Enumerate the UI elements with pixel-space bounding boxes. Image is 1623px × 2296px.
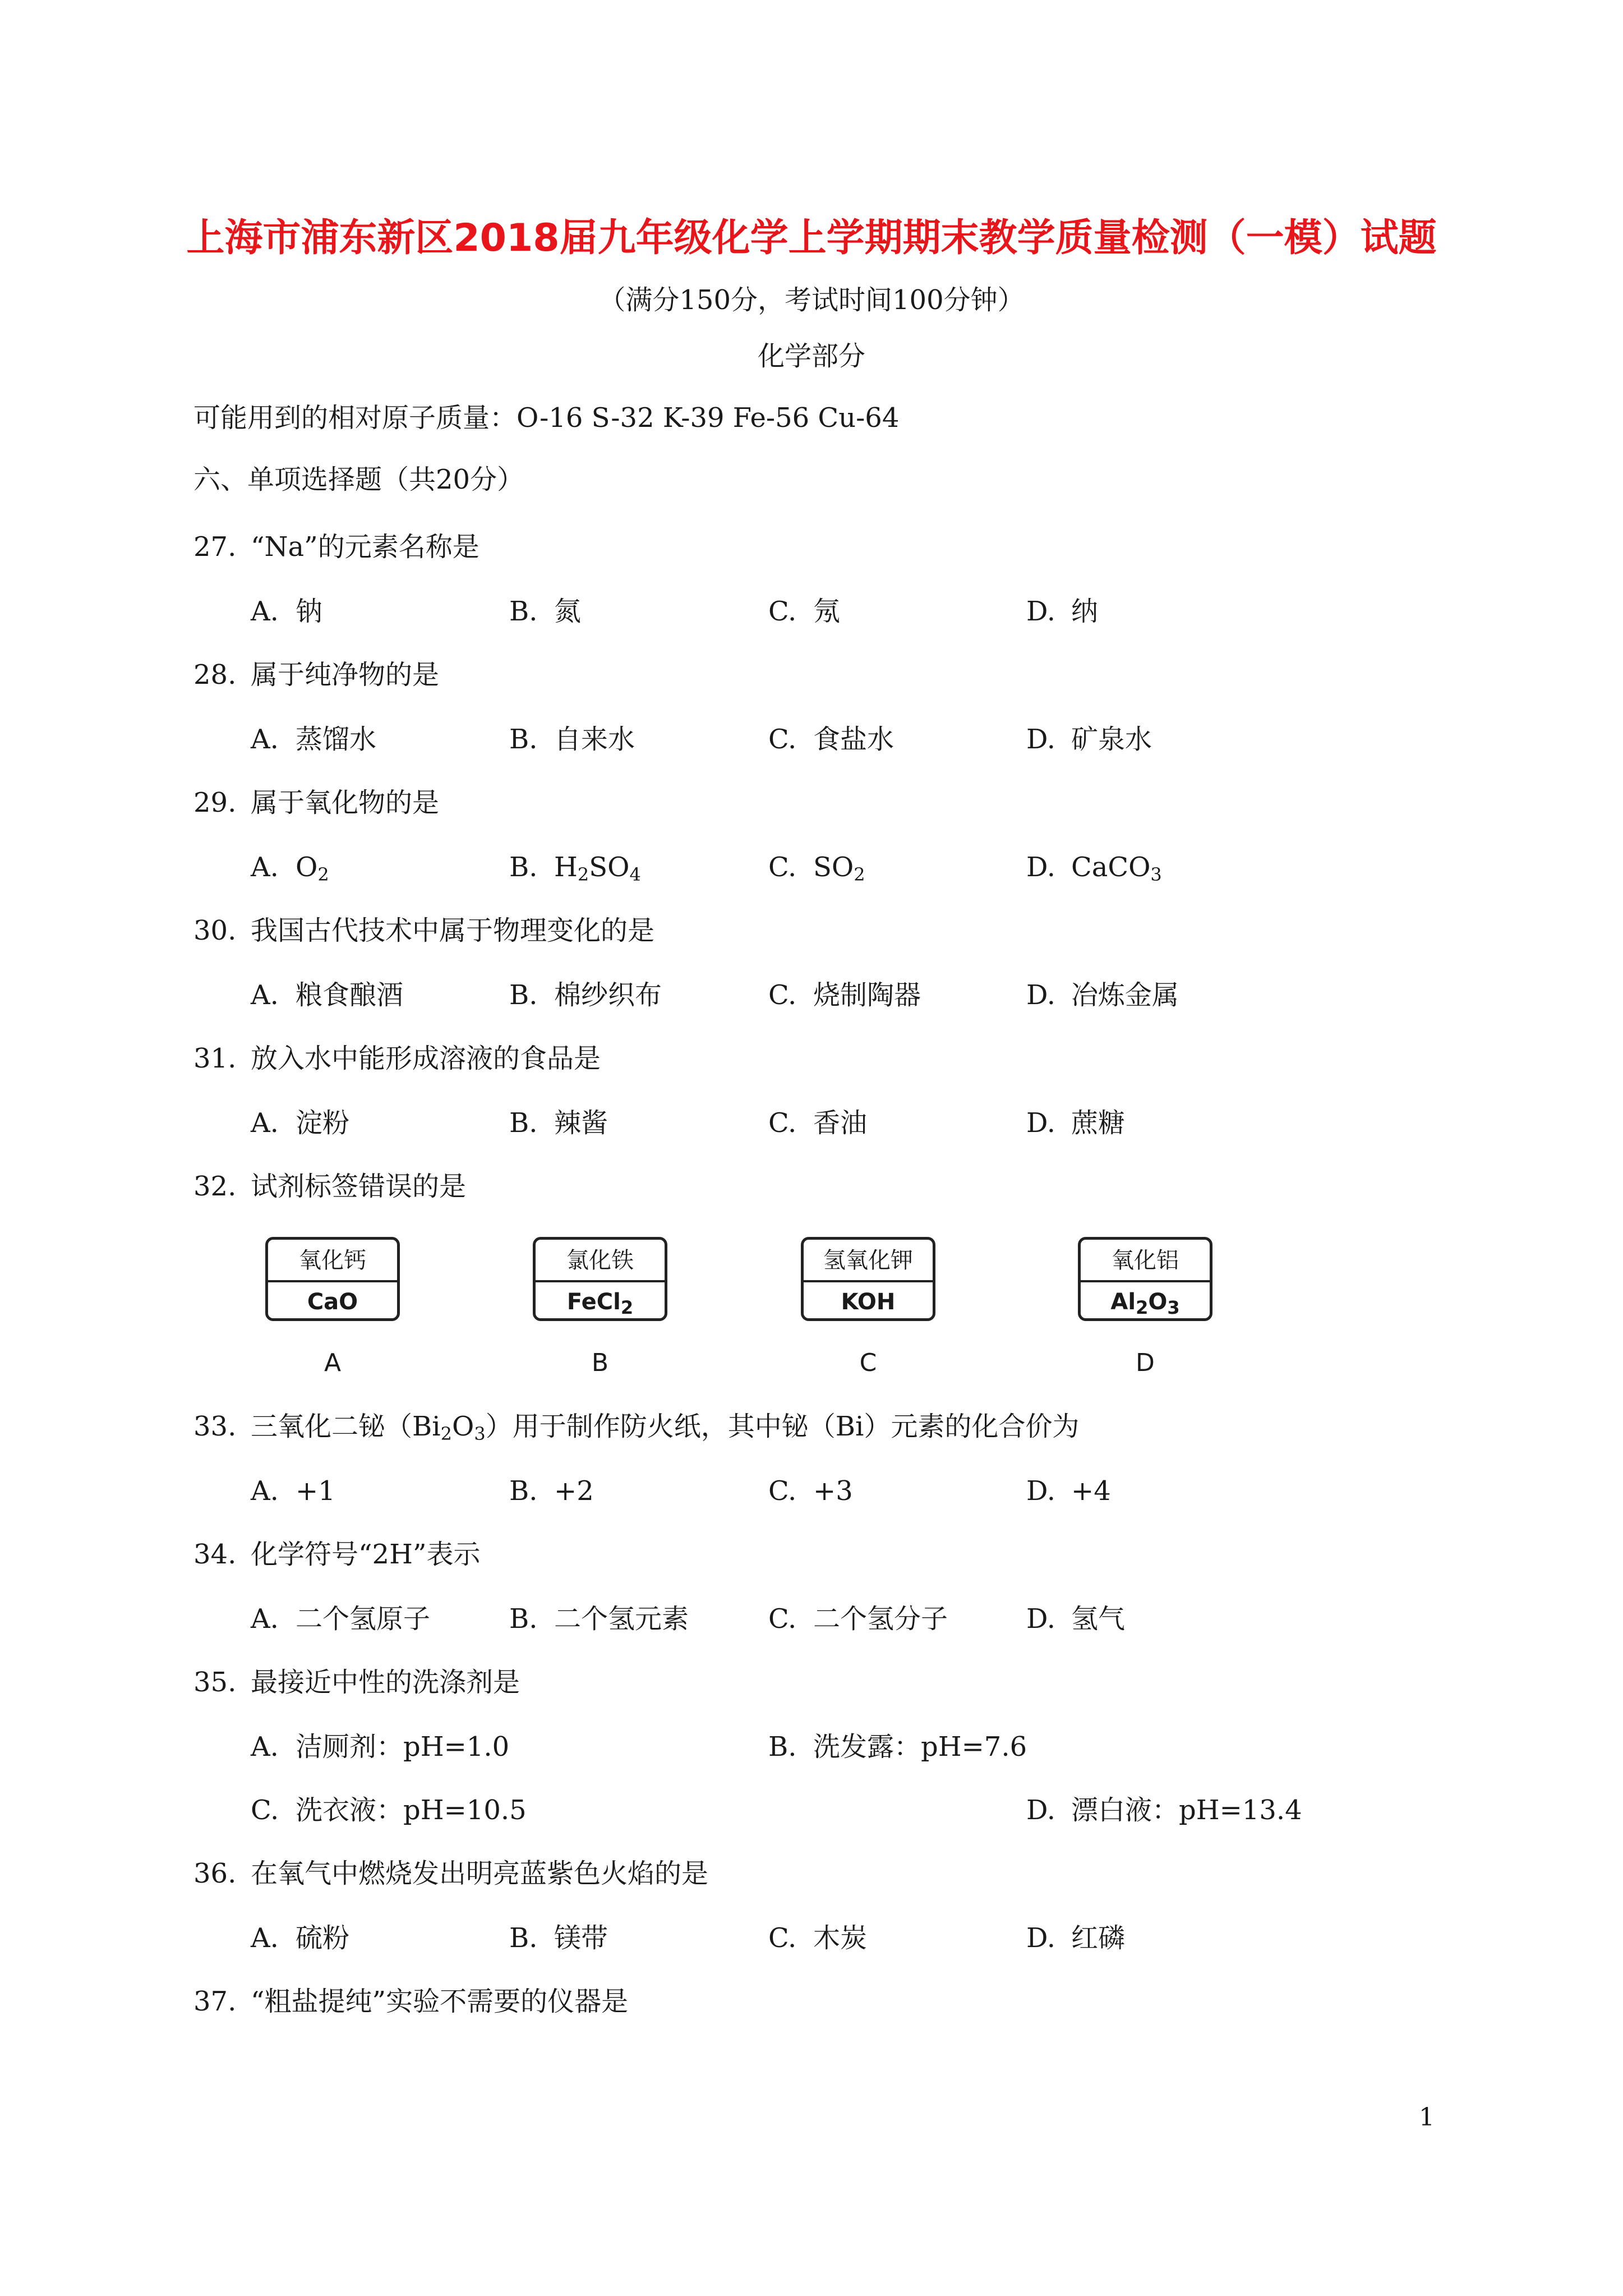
- option-c: C. $SO_2$: [768, 852, 865, 885]
- exam-info: （满分150分，考试时间100分钟）: [598, 284, 1025, 316]
- page-title: 上海市浦东新区2018届九年级化学上学期期末教学质量检测（一模）试题: [186, 216, 1437, 260]
- question-stem: 属于纯净物的是: [251, 659, 440, 691]
- question-number: 34.: [193, 1539, 237, 1570]
- question-number: 36.: [193, 1858, 237, 1889]
- question-number: 32.: [193, 1171, 237, 1202]
- reagent-name: 氧化铝: [1112, 1248, 1179, 1273]
- option-b: B. 氮: [509, 596, 582, 627]
- option-a: A. +1: [251, 1475, 335, 1507]
- question-stem: 属于氧化物的是: [251, 787, 440, 818]
- option-d: D. +4: [1026, 1475, 1111, 1507]
- option-b: B. 棉纱织布: [509, 979, 662, 1011]
- label-letter: D: [1136, 1349, 1155, 1377]
- part-heading: 六、单项选择题（共20分）: [193, 464, 524, 495]
- reagent-label-b: [533, 1237, 667, 1321]
- reagent-label-a: [265, 1237, 400, 1321]
- option-b: B. +2: [509, 1475, 594, 1507]
- option-a: A. 硫粉: [251, 1922, 350, 1954]
- question-number: 29.: [193, 787, 237, 818]
- option-a: A. $O_2$: [251, 852, 329, 885]
- question-number: 35.: [193, 1667, 237, 1698]
- option-c: C. 食盐水: [768, 724, 895, 755]
- option-d: D. CaCO$_3$: [1026, 852, 1162, 885]
- option-c: C. 香油: [768, 1107, 868, 1139]
- option-d: D. 蔗糖: [1026, 1107, 1126, 1139]
- option-b: B. 二个氢元素: [509, 1603, 689, 1635]
- option-d: D. 矿泉水: [1026, 724, 1152, 755]
- question-stem: 最接近中性的洗涤剂是: [251, 1667, 520, 1698]
- option-c: C. 洗衣液：pH=10.5: [251, 1795, 527, 1826]
- reagent-name: 氧化钙: [299, 1248, 366, 1273]
- reagent-label-c: [801, 1237, 935, 1321]
- option-d: D. 漂白液：pH=13.4: [1026, 1795, 1302, 1826]
- label-letter: C: [859, 1349, 877, 1377]
- option-b: B. 镁带: [509, 1922, 608, 1954]
- option-d: D. 氢气: [1026, 1603, 1126, 1635]
- option-d: D. 纳: [1026, 596, 1099, 627]
- option-c: C. 氖: [768, 596, 841, 627]
- option-b: B. $H_2SO_4$: [509, 852, 641, 885]
- question-stem: 我国古代技术中属于物理变化的是: [251, 915, 655, 946]
- option-c: C. 木炭: [768, 1922, 868, 1954]
- option-a: A. 洁厕剂：pH=1.0: [251, 1731, 510, 1763]
- question-stem: 放入水中能形成溶液的食品是: [251, 1043, 601, 1074]
- option-b: B. 洗发露：pH=7.6: [768, 1731, 1027, 1763]
- question-number: 28.: [193, 659, 237, 691]
- option-d: D. 冶炼金属: [1026, 979, 1179, 1011]
- option-d: D. 红磷: [1026, 1922, 1126, 1954]
- reagent-formula: FeCl$_2$: [566, 1289, 634, 1318]
- option-a: A. 粮食酿酒: [251, 979, 404, 1011]
- option-c: C. 二个氢分子: [768, 1603, 948, 1635]
- reagent-name: 氯化铁: [566, 1248, 634, 1273]
- atomic-masses: 可能用到的相对原子质量：O-16 S-32 K-39 Fe-56 Cu-64: [193, 402, 900, 434]
- option-a: A. 二个氢原子: [251, 1603, 431, 1635]
- option-a: A. 钠: [251, 596, 323, 627]
- question-stem: 在氧气中燃烧发出明亮蓝紫色火焰的是: [251, 1858, 709, 1889]
- label-letter: B: [591, 1349, 609, 1377]
- reagent-formula: CaO: [307, 1289, 358, 1315]
- option-c: C. 烧制陶器: [768, 979, 921, 1011]
- section-name: 化学部分: [757, 341, 865, 372]
- question-stem: “Na”的元素名称是: [251, 531, 479, 563]
- reagent-label-d: [1078, 1237, 1212, 1321]
- question-stem: 试剂标签错误的是: [251, 1171, 467, 1202]
- reagent-formula: $Al_2O_3$: [1110, 1289, 1180, 1318]
- option-b: B. 自来水: [509, 724, 635, 755]
- label-letter: A: [324, 1349, 342, 1377]
- question-stem: “粗盐提纯”实验不需要的仪器是: [251, 1986, 629, 2017]
- page-number: 1: [1419, 2103, 1435, 2132]
- question-number: 37.: [193, 1986, 237, 2017]
- reagent-formula: KOH: [841, 1289, 896, 1315]
- option-a: A. 蒸馏水: [251, 724, 377, 755]
- question-number: 31.: [193, 1043, 237, 1074]
- option-b: B. 辣酱: [509, 1107, 608, 1139]
- question-stem: 三氧化二铋$(Bi_2O_3)$用于制作防火纸，其中铋（Bi）元素的化合价为: [251, 1411, 1080, 1444]
- question-number: 27.: [193, 531, 237, 563]
- option-c: C. +3: [768, 1475, 853, 1507]
- option-a: A. 淀粉: [251, 1107, 350, 1139]
- question-number: 33.: [193, 1411, 237, 1442]
- question-stem: 化学符号“2H”表示: [251, 1539, 481, 1570]
- question-number: 30.: [193, 915, 237, 946]
- reagent-name: 氢氧化钾: [823, 1248, 913, 1273]
